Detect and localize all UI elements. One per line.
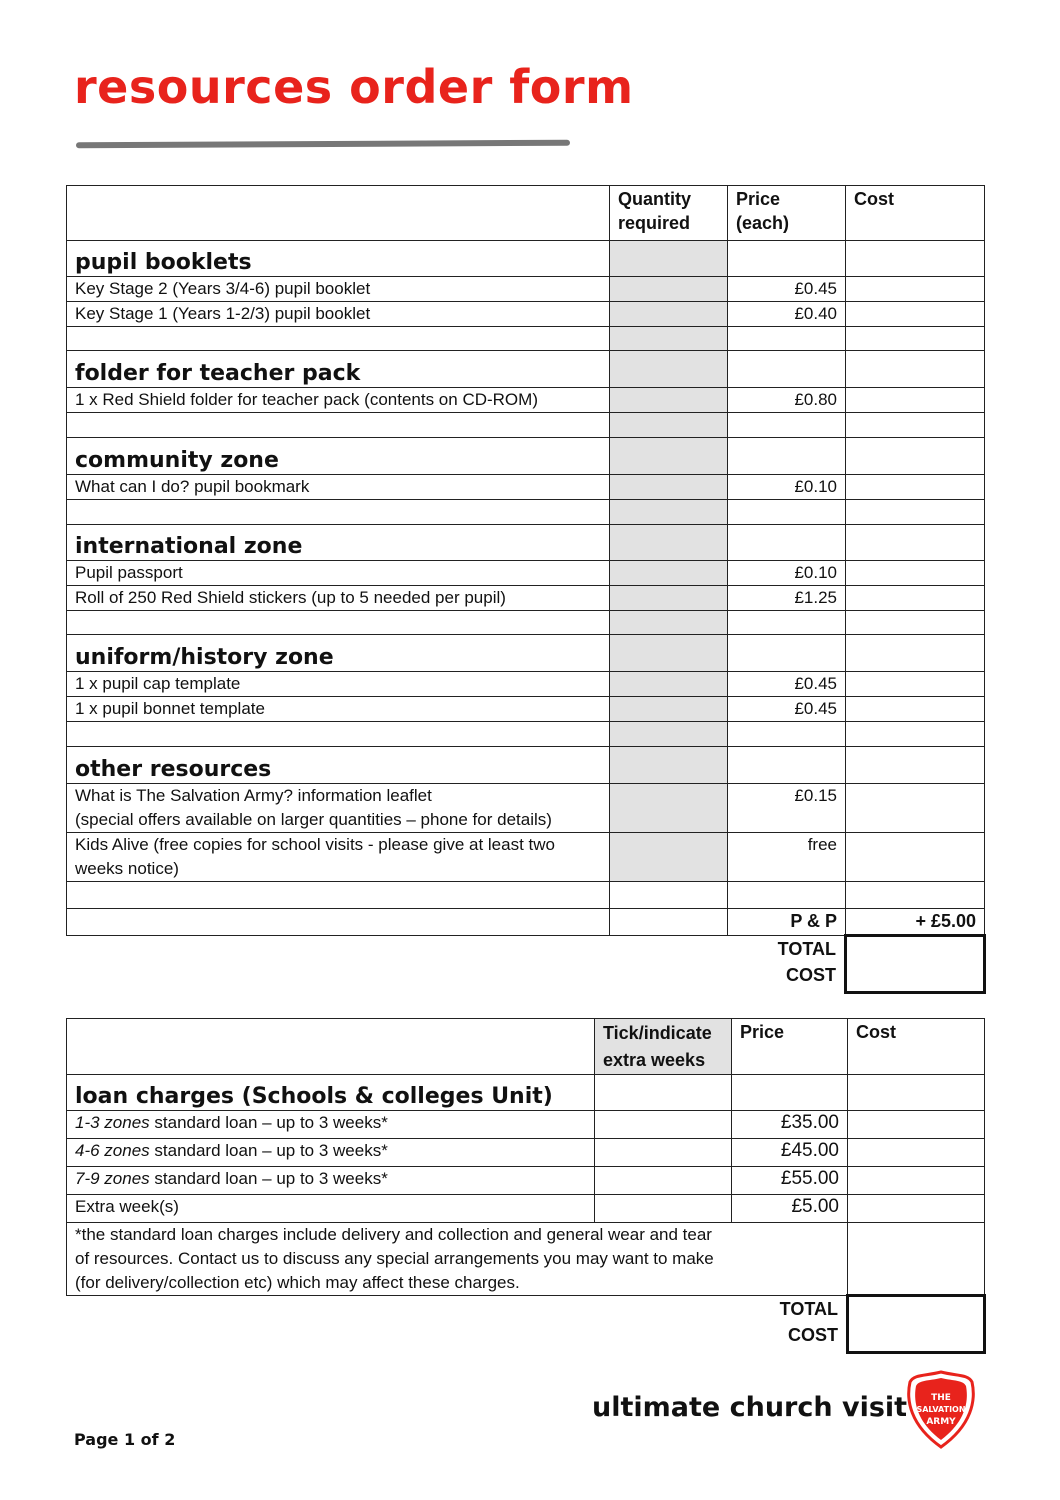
loan-price: £5.00: [732, 1195, 848, 1223]
item-price: £0.10: [728, 475, 846, 500]
item-label-line: (special offers available on larger quantities – phone for details): [75, 810, 552, 829]
loan-note: *the standard loan charges include delivery and collection and general wear and tear of resources. Contact us to discuss any special arrangements you may want to make (for delivery/collection etc) which may affect these charges.: [67, 1223, 848, 1296]
loan-text: standard loan – up to 3 weeks*: [149, 1113, 388, 1132]
page-title: resources order form: [74, 60, 634, 114]
price-cell: [732, 1075, 848, 1111]
item-label: What can I do? pupil bookmark: [67, 475, 610, 500]
price-cell: [728, 438, 846, 475]
total-label-line: TOTAL: [777, 939, 836, 959]
item-price: £0.40: [728, 302, 846, 327]
quantity-cell[interactable]: [610, 413, 728, 438]
price-cell: [728, 747, 846, 784]
total-label-line: TOTAL: [779, 1299, 838, 1319]
quantity-cell[interactable]: [610, 302, 728, 327]
total-cost-box[interactable]: [848, 1296, 985, 1353]
spacer-cell: [67, 882, 610, 909]
cost-cell[interactable]: [848, 1195, 985, 1223]
loan-text: standard loan – up to 3 weeks*: [149, 1141, 388, 1160]
spacer-cell: [728, 722, 846, 747]
quantity-cell[interactable]: [610, 635, 728, 672]
tick-cell[interactable]: [595, 1111, 732, 1139]
spacer-cell: [728, 611, 846, 635]
tick-cell[interactable]: [595, 1195, 732, 1223]
cost-cell[interactable]: [846, 697, 985, 722]
loan-label: [67, 1111, 595, 1139]
section-title: uniform/history zone: [67, 635, 610, 672]
total-label-line: COST: [785, 965, 836, 985]
spacer-cell: [610, 936, 728, 993]
cost-cell[interactable]: [846, 327, 985, 351]
item-label: [67, 784, 610, 833]
item-label: 1 x pupil bonnet template: [67, 697, 610, 722]
svg-text:THE: THE: [931, 1393, 951, 1403]
quantity-cell[interactable]: [610, 388, 728, 413]
section-title: community zone: [67, 438, 610, 475]
cost-cell[interactable]: [848, 1139, 985, 1167]
quantity-cell[interactable]: [610, 351, 728, 388]
tick-cell[interactable]: [595, 1167, 732, 1195]
cost-cell[interactable]: [846, 784, 985, 833]
item-price: £0.45: [728, 672, 846, 697]
cost-cell[interactable]: [846, 525, 985, 561]
svg-text:SALVATION: SALVATION: [916, 1405, 966, 1414]
item-price: £0.10: [728, 561, 846, 586]
spacer-cell: [67, 500, 610, 525]
price-cell: [728, 525, 846, 561]
header-price: Price (each): [728, 186, 846, 241]
total-label-line: COST: [787, 1325, 838, 1345]
cost-cell[interactable]: [846, 561, 985, 586]
header-item: [67, 186, 610, 241]
spacer-cell: [67, 936, 610, 993]
quantity-cell[interactable]: [610, 277, 728, 302]
quantity-cell[interactable]: [610, 500, 728, 525]
cost-cell[interactable]: [846, 747, 985, 784]
section-title: international zone: [67, 525, 610, 561]
loan-label: [67, 1167, 595, 1195]
item-price: £0.45: [728, 277, 846, 302]
cost-cell[interactable]: [848, 1111, 985, 1139]
spacer-cell: [728, 327, 846, 351]
spacer-cell: [595, 1296, 732, 1353]
spacer-cell: [67, 327, 610, 351]
cost-cell[interactable]: [848, 1075, 985, 1111]
loan-text: standard loan – up to 3 weeks*: [149, 1169, 388, 1188]
item-label: 1 x pupil cap template: [67, 672, 610, 697]
cost-cell[interactable]: [848, 1167, 985, 1195]
resources-order-table: [66, 185, 986, 994]
section-title: loan charges (Schools & colleges Unit): [67, 1075, 595, 1111]
salvation-army-shield-logo: [906, 1370, 976, 1450]
loan-price: £55.00: [732, 1167, 848, 1195]
quantity-cell[interactable]: [610, 747, 728, 784]
header-cost: Cost: [848, 1019, 985, 1075]
quantity-cell[interactable]: [610, 327, 728, 351]
price-cell: [728, 635, 846, 672]
page-number: Page 1 of 2: [74, 1430, 176, 1449]
spacer-cell: [728, 413, 846, 438]
item-label: 1 x Red Shield folder for teacher pack (contents on CD-ROM): [67, 388, 610, 413]
svg-text:ARMY: ARMY: [926, 1417, 956, 1427]
cost-cell[interactable]: [846, 475, 985, 500]
item-price: £1.25: [728, 586, 846, 611]
price-cell: [728, 351, 846, 388]
quantity-cell[interactable]: [610, 475, 728, 500]
quantity-cell[interactable]: [610, 525, 728, 561]
spacer-cell: [67, 722, 610, 747]
header-cost: Cost: [846, 186, 985, 241]
quantity-cell[interactable]: [610, 697, 728, 722]
cost-cell[interactable]: [846, 722, 985, 747]
cost-cell[interactable]: [846, 833, 985, 882]
total-cost-label: [732, 1296, 848, 1353]
item-label: Key Stage 1 (Years 1-2/3) pupil booklet: [67, 302, 610, 327]
cost-cell[interactable]: [846, 438, 985, 475]
spacer-cell: [610, 909, 728, 936]
section-title: pupil booklets: [67, 241, 610, 277]
loan-price: £45.00: [732, 1139, 848, 1167]
header-tick: Tick/indicate extra weeks: [595, 1019, 732, 1075]
spacer-cell: [67, 611, 610, 635]
spacer-cell: [846, 882, 985, 909]
item-label-line: What is The Salvation Army? information leaflet: [75, 786, 432, 805]
title-underline: [76, 140, 570, 149]
total-cost-label: [728, 936, 846, 993]
cost-cell[interactable]: [846, 277, 985, 302]
spacer-cell: [728, 500, 846, 525]
section-title: folder for teacher pack: [67, 351, 610, 388]
cost-cell[interactable]: [846, 500, 985, 525]
tick-cell[interactable]: [595, 1075, 732, 1111]
item-label-line: Kids Alive (free copies for school visits - please give at least two: [75, 835, 555, 854]
quantity-cell[interactable]: [610, 561, 728, 586]
header-item: [67, 1019, 595, 1075]
item-price: £0.45: [728, 697, 846, 722]
price-cell: [728, 241, 846, 277]
spacer-cell: [67, 413, 610, 438]
spacer-cell: [610, 882, 728, 909]
quantity-cell[interactable]: [610, 722, 728, 747]
section-title: other resources: [67, 747, 610, 784]
cost-cell[interactable]: [846, 413, 985, 438]
item-label: [67, 833, 610, 882]
quantity-cell[interactable]: [610, 241, 728, 277]
pp-label: P & P: [728, 909, 846, 936]
item-price: £0.15: [728, 784, 846, 833]
item-label: Pupil passport: [67, 561, 610, 586]
loan-price: £35.00: [732, 1111, 848, 1139]
item-price: £0.80: [728, 388, 846, 413]
loan-zones: 1-3 zones: [75, 1113, 150, 1132]
cost-cell[interactable]: [846, 611, 985, 635]
quantity-cell[interactable]: [610, 672, 728, 697]
cost-cell[interactable]: [846, 672, 985, 697]
loan-zones: 7-9 zones: [75, 1169, 150, 1188]
cost-cell[interactable]: [846, 388, 985, 413]
loan-label: [67, 1139, 595, 1167]
quantity-cell[interactable]: [610, 784, 728, 833]
cost-cell[interactable]: [846, 635, 985, 672]
item-price: free: [728, 833, 846, 882]
quantity-cell[interactable]: [610, 611, 728, 635]
item-label: Roll of 250 Red Shield stickers (up to 5 needed per pupil): [67, 586, 610, 611]
cost-cell[interactable]: [846, 351, 985, 388]
quantity-cell[interactable]: [610, 438, 728, 475]
cost-cell[interactable]: [846, 586, 985, 611]
spacer-cell: [728, 882, 846, 909]
pp-value: + £5.00: [846, 909, 985, 936]
loan-text: Extra week(s): [75, 1197, 179, 1216]
quantity-cell[interactable]: [610, 833, 728, 882]
quantity-cell[interactable]: [610, 586, 728, 611]
item-label: Key Stage 2 (Years 3/4-6) pupil booklet: [67, 277, 610, 302]
footer-title: ultimate church visit: [592, 1392, 908, 1423]
cost-cell[interactable]: [848, 1223, 985, 1296]
loan-label: [67, 1195, 595, 1223]
total-cost-box[interactable]: [846, 936, 985, 993]
loan-zones: 4-6 zones: [75, 1141, 150, 1160]
loan-charges-table: [66, 1018, 986, 1354]
cost-cell[interactable]: [846, 302, 985, 327]
item-label-line: weeks notice): [75, 859, 179, 878]
cost-cell[interactable]: [846, 241, 985, 277]
header-quantity: Quantity required: [610, 186, 728, 241]
tick-cell[interactable]: [595, 1139, 732, 1167]
spacer-cell: [67, 909, 610, 936]
header-price: Price: [732, 1019, 848, 1075]
spacer-cell: [67, 1296, 595, 1353]
